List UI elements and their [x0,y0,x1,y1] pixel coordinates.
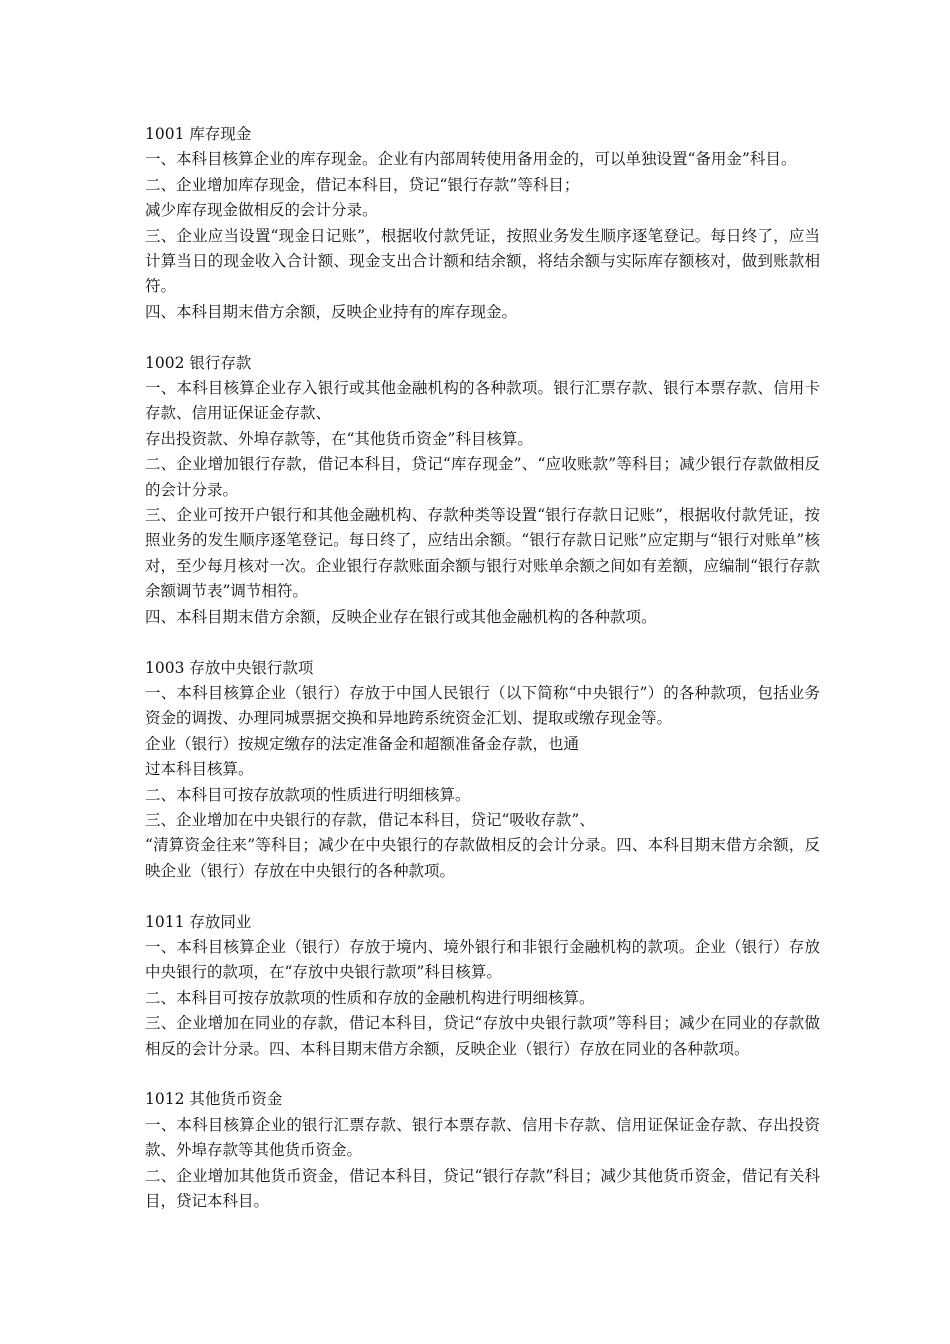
section-1011 [145,910,820,1062]
paragraph: 三、企业增加在中央银行的存款，借记本科目，贷记“吸收存款”、 [145,810,595,829]
section-1001 [145,122,820,325]
paragraph: 三、企业增加在同业的存款，借记本科目，贷记“存放中央银行款项”等科目；减少在同业的存款做相反的会计分录。四、本科目期末借方余额，反映企业（银行）存放在同业的各种款项。 [145,1014,820,1058]
paragraph: 三、企业应当设置“现金日记账”，根据收付款凭证，按照业务发生顺序逐笔登记。每日终了，应当计算当日的现金收入合计额、现金支出合计额和结余额，将结余额与实际库存额核对，做到账款相符。 [145,226,820,296]
paragraph: 四、本科目期末借方余额，反映企业持有的库存现金。 [145,302,518,321]
section-heading: 1003 存放中央银行款项 [145,658,314,677]
paragraph: “清算资金往来”等科目；减少在中央银行的存款做相反的会计分录。四、本科目期末借方余额，反映企业（银行）存放在中央银行的各种款项。 [145,836,820,880]
paragraph: 四、本科目期末借方余额，反映企业存在银行或其他金融机构的各种款项。 [145,607,657,626]
paragraph: 一、本科目核算企业的库存现金。企业有内部周转使用备用金的，可以单独设置“备用金”科目。 [145,150,797,169]
paragraph: 过本科目核算。 [145,760,254,779]
paragraph: 企业（银行）按规定缴存的法定准备金和超额准备金存款，也通 [145,734,580,753]
paragraph: 三、企业可按开户银行和其他金融机构、存款种类等设置“银行存款日记账”，根据收付款凭证，按照业务的发生顺序逐笔登记。每日终了，应结出余额。“银行存款日记账”应定期与“银行对账单”核对，至少每月核对一次。企业银行存款账面余额与银行对账单余额之间如有差额，应编制“银行存款余额调节表”调节相符。 [145,506,820,601]
paragraph: 二、企业增加其他货币资金，借记本科目，贷记“银行存款”科目；减少其他货币资金，借记有关科目，贷记本科目。 [145,1166,820,1210]
section-heading: 1011 存放同业 [145,912,252,931]
paragraph: 二、企业增加库存现金，借记本科目，贷记“银行存款”等科目； [145,175,580,194]
paragraph: 一、本科目核算企业（银行）存放于境内、境外银行和非银行金融机构的款项。企业（银行）存放中央银行的款项，在“存放中央银行款项”科目核算。 [145,937,820,982]
section-heading: 1012 其他货币资金 [145,1090,283,1109]
paragraph: 一、本科目核算企业的银行汇票存款、银行本票存款、信用卡存款、信用证保证金存款、存出投资款、外埠存款等其他货币资金。 [145,1115,820,1160]
paragraph: 二、企业增加银行存款，借记本科目，贷记“库存现金”、“应收账款”等科目；减少银行存款做相反的会计分录。 [145,455,820,499]
paragraph: 一、本科目核算企业（银行）存放于中国人民银行（以下简称“中央银行”）的各种款项，包括业务资金的调拨、办理同城票据交换和异地跨系统资金汇划、提取或缴存现金等。 [145,683,820,728]
paragraph: 二、本科目可按存放款项的性质和存放的金融机构进行明细核算。 [145,988,595,1007]
paragraph: 一、本科目核算企业存入银行或其他金融机构的各种款项。银行汇票存款、银行本票存款、信用卡存款、信用证保证金存款、 [145,379,820,423]
paragraph: 存出投资款、外埠存款等，在“其他货币资金”科目核算。 [145,429,533,448]
section-1002 [145,351,820,630]
section-1003 [145,656,820,885]
paragraph: 减少库存现金做相反的会计分录。 [145,201,378,220]
section-heading: 1002 银行存款 [145,353,252,372]
section-heading: 1001 库存现金 [145,125,252,143]
section-1012 [145,1087,820,1214]
document-page [145,122,820,1240]
paragraph: 二、本科目可按存放款项的性质进行明细核算。 [145,785,471,804]
